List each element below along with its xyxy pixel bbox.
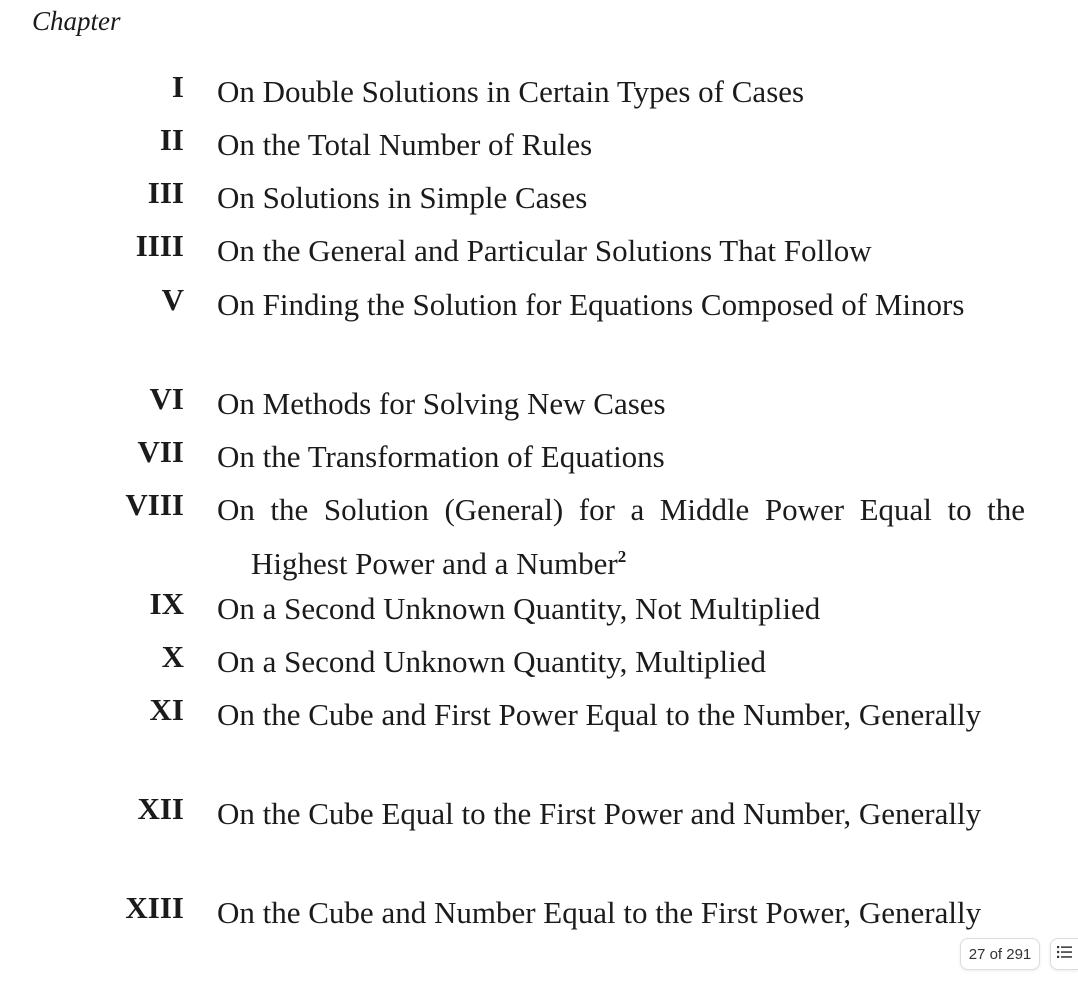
chapter-numeral: XII bbox=[137, 791, 184, 826]
chapter-title: On a Second Unknown Quantity, Not Multiplied bbox=[217, 591, 821, 626]
chapter-title: On the Cube and Number Equal to the First Power, Generally bbox=[217, 895, 982, 930]
chapter-numeral: IIII bbox=[135, 228, 184, 263]
chapter-title: On Methods for Solving New Cases bbox=[217, 386, 666, 421]
chapter-title: On the Total Number of Rules bbox=[217, 127, 593, 162]
list-icon bbox=[1057, 945, 1073, 964]
chapter-numeral: XIII bbox=[125, 890, 184, 925]
page-heading: Chapter bbox=[32, 6, 121, 36]
chapter-title: On the Cube Equal to the First Power and Number, Generally bbox=[217, 796, 982, 831]
chapter-numeral: III bbox=[147, 175, 184, 210]
chapter-title: On the General and Particular Solutions That Follow bbox=[217, 233, 872, 268]
table-of-contents-button[interactable] bbox=[1050, 938, 1078, 970]
chapter-numeral: VII bbox=[137, 434, 184, 469]
chapter-numeral: V bbox=[161, 282, 184, 317]
chapter-title: On Double Solutions in Certain Types of Cases bbox=[217, 74, 805, 109]
chapter-title: On Solutions in Simple Cases bbox=[217, 180, 588, 215]
chapter-title: On Finding the Solution for Equations Composed of Minors bbox=[217, 287, 965, 322]
chapter-numeral: II bbox=[159, 122, 184, 157]
footnote-marker: 2 bbox=[617, 547, 627, 566]
chapter-title: On a Second Unknown Quantity, Multiplied bbox=[217, 644, 767, 679]
chapter-numeral: VI bbox=[149, 381, 184, 416]
chapter-title: On the Solution (General) for a Middle Power Equal to the Highest Power and a Number$^2$ bbox=[217, 492, 1025, 581]
chapter-numeral: I bbox=[171, 69, 184, 104]
chapter-numeral: IX bbox=[149, 586, 184, 621]
chapter-numeral: XI bbox=[149, 692, 184, 727]
chapter-numeral: VIII bbox=[125, 487, 184, 522]
chapter-numeral: X bbox=[161, 639, 184, 674]
page-indicator[interactable]: 27 of 291 bbox=[960, 938, 1040, 970]
chapter-title: On the Transformation of Equations bbox=[217, 439, 665, 474]
chapter-title: On the Cube and First Power Equal to the Number, Generally bbox=[217, 697, 982, 732]
